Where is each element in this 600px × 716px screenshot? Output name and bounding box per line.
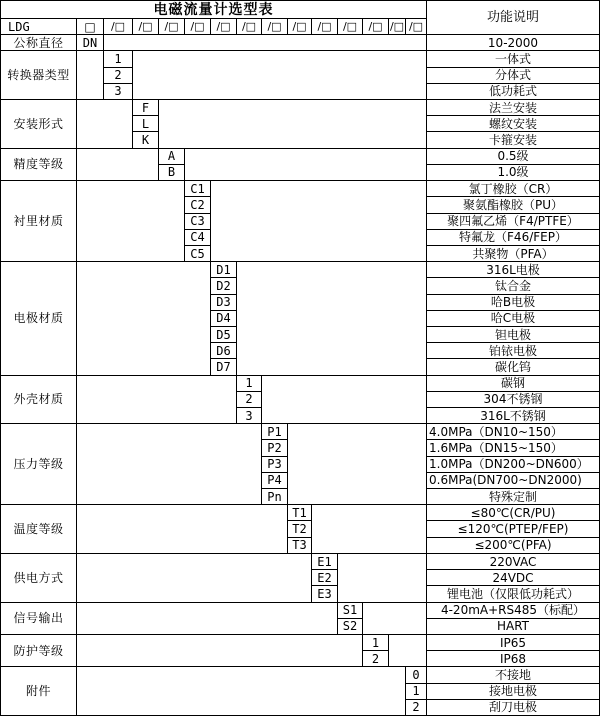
- option-code-electrode-material-D2: D2: [211, 278, 236, 293]
- spacer-cell: [389, 635, 426, 666]
- option-description-lining-material-C3: 聚四氟乙烯（F4/PTFE）: [427, 214, 599, 229]
- spacer-cell: [262, 376, 426, 424]
- option-code-electrode-material-D6: D6: [211, 343, 236, 358]
- option-description-housing-material-2: 304不锈钢: [427, 392, 599, 407]
- option-description-protection-grade-1: IP65: [427, 635, 599, 650]
- spacer-cell: [159, 100, 426, 148]
- spacer-cell: [288, 424, 426, 504]
- option-description-electrode-material-D7: 碳化钨: [427, 359, 599, 374]
- option-code-signal-output-S2: S2: [338, 619, 362, 634]
- section-label-accuracy-grade: 精度等级: [1, 149, 76, 180]
- option-description-electrode-material-D5: 钽电极: [427, 327, 599, 342]
- model-code-slot: /□: [389, 20, 405, 34]
- option-code-installation-type-F: F: [133, 100, 158, 115]
- option-code-temperature-grade-T3: T3: [288, 538, 311, 553]
- option-description-pressure-grade-P4: 0.6MPa(DN700~DN2000): [427, 473, 599, 488]
- option-description-temperature-grade-T3: ≤200℃(PFA): [427, 538, 599, 553]
- option-description-electrode-material-D4: 哈C电极: [427, 311, 599, 326]
- option-description-electrode-material-D6: 铂铱电极: [427, 343, 599, 358]
- option-code-electrode-material-D7: D7: [211, 359, 236, 374]
- spacer-cell: [363, 603, 426, 634]
- option-description-temperature-grade-T2: ≤120℃(PTEP/FEP): [427, 521, 599, 536]
- model-code-slot: /□: [211, 19, 236, 34]
- option-description-lining-material-C5: 共聚物（PFA）: [427, 246, 599, 261]
- option-code-pressure-grade-Pn: Pn: [262, 489, 287, 504]
- model-code-slot: /□: [312, 19, 337, 34]
- model-code-slot: /□: [133, 19, 158, 34]
- spacer-cell: [237, 262, 426, 374]
- option-code-accessories-0: 0: [406, 667, 426, 682]
- spacer-cell: [77, 51, 103, 99]
- option-code-accuracy-grade-A: A: [159, 149, 184, 164]
- section-label-converter-type: 转换器类型: [1, 51, 76, 99]
- option-code-installation-type-K: K: [133, 132, 158, 147]
- option-code-nominal-diameter-DN: DN: [77, 35, 103, 50]
- option-code-power-supply-E1: E1: [312, 554, 337, 569]
- model-code-slot: /□: [406, 19, 426, 34]
- option-code-accessories-1: 1: [406, 684, 426, 699]
- option-description-accessories-2: 刮刀电极: [427, 700, 599, 715]
- option-description-lining-material-C1: 氯丁橡胶（CR）: [427, 181, 599, 196]
- option-code-pressure-grade-P4: P4: [262, 473, 287, 488]
- section-label-protection-grade: 防护等级: [1, 635, 76, 666]
- option-code-electrode-material-D3: D3: [211, 295, 236, 310]
- option-description-converter-type-1: 一体式: [427, 51, 599, 66]
- option-code-pressure-grade-P3: P3: [262, 457, 287, 472]
- option-code-accessories-2: 2: [406, 700, 426, 715]
- option-description-pressure-grade-P3: 1.0MPa（DN200~DN600）: [427, 457, 599, 472]
- section-label-lining-material: 衬里材质: [1, 181, 76, 261]
- model-code-slot: /□: [338, 19, 362, 34]
- option-code-lining-material-C2: C2: [185, 197, 210, 212]
- section-label-power-supply: 供电方式: [1, 554, 76, 602]
- option-description-housing-material-1: 碳钢: [427, 376, 599, 391]
- option-description-nominal-diameter-DN: 10-2000: [427, 35, 599, 50]
- option-code-converter-type-3: 3: [104, 84, 132, 99]
- option-description-installation-type-K: 卡箍安装: [427, 132, 599, 147]
- model-code-slot: /□: [185, 19, 210, 34]
- option-code-power-supply-E3: E3: [312, 586, 337, 601]
- option-description-power-supply-E2: 24VDC: [427, 570, 599, 585]
- option-description-accuracy-grade-A: 0.5级: [427, 149, 599, 164]
- option-description-accessories-1: 接地电极: [427, 684, 599, 699]
- function-column-header: 功能说明: [427, 1, 599, 34]
- option-code-electrode-material-D1: D1: [211, 262, 236, 277]
- option-description-protection-grade-2: IP68: [427, 651, 599, 666]
- section-label-signal-output: 信号输出: [1, 603, 76, 634]
- option-description-pressure-grade-Pn: 特殊定制: [427, 489, 599, 504]
- spacer-cell: [211, 181, 426, 261]
- option-code-lining-material-C4: C4: [185, 230, 210, 245]
- section-label-temperature-grade: 温度等级: [1, 505, 76, 553]
- spacer-cell: [77, 262, 210, 374]
- option-description-housing-material-3: 316L不锈钢: [427, 408, 599, 423]
- model-code-slot: /□: [237, 19, 261, 34]
- option-code-temperature-grade-T2: T2: [288, 521, 311, 536]
- option-code-pressure-grade-P1: P1: [262, 424, 287, 439]
- option-description-power-supply-E3: 锂电池（仅限低功耗式）: [427, 586, 599, 601]
- option-description-accessories-0: 不接地: [427, 667, 599, 682]
- table-title: 电磁流量计选型表: [1, 1, 426, 18]
- option-description-electrode-material-D1: 316L电极: [427, 262, 599, 277]
- option-code-electrode-material-D4: D4: [211, 311, 236, 326]
- model-code-slot: /□: [363, 19, 388, 34]
- option-description-signal-output-S1: 4-20mA+RS485（标配）: [427, 603, 599, 618]
- option-code-power-supply-E2: E2: [312, 570, 337, 585]
- spacer-cell: [312, 505, 426, 553]
- model-code-slot: /□: [159, 19, 184, 34]
- option-code-housing-material-1: 1: [237, 376, 261, 391]
- option-description-pressure-grade-P1: 4.0MPa（DN10~150）: [427, 424, 599, 439]
- section-label-nominal-diameter: 公称直径: [1, 35, 76, 50]
- option-description-converter-type-2: 分体式: [427, 68, 599, 83]
- option-code-housing-material-3: 3: [237, 408, 261, 423]
- section-label-accessories: 附件: [1, 667, 76, 715]
- option-code-temperature-grade-T1: T1: [288, 505, 311, 520]
- option-code-pressure-grade-P2: P2: [262, 440, 287, 455]
- section-label-pressure-grade: 压力等级: [1, 424, 76, 504]
- option-description-lining-material-C2: 聚氨酯橡胶（PU）: [427, 197, 599, 212]
- option-code-lining-material-C5: C5: [185, 246, 210, 261]
- option-code-converter-type-2: 2: [104, 68, 132, 83]
- option-description-pressure-grade-P2: 1.6MPa（DN15~150）: [427, 440, 599, 455]
- option-code-lining-material-C3: C3: [185, 214, 210, 229]
- section-label-installation-type: 安装形式: [1, 100, 76, 148]
- spacer-cell: [185, 149, 426, 180]
- spacer-cell: [133, 51, 426, 99]
- spacer-cell: [77, 424, 261, 504]
- spacer-cell: [104, 35, 426, 50]
- option-code-lining-material-C1: C1: [185, 181, 210, 196]
- option-description-installation-type-F: 法兰安装: [427, 100, 599, 115]
- spacer-cell: [77, 603, 337, 634]
- option-description-lining-material-C4: 特氟龙（F46/FEP）: [427, 230, 599, 245]
- spacer-cell: [338, 554, 426, 602]
- spacer-cell: [77, 554, 311, 602]
- model-code-slot: /□: [262, 19, 287, 34]
- option-description-electrode-material-D2: 钛合金: [427, 278, 599, 293]
- section-label-housing-material: 外壳材质: [1, 376, 76, 424]
- spacer-cell: [77, 149, 158, 180]
- spacer-cell: [77, 505, 287, 553]
- option-description-accuracy-grade-B: 1.0级: [427, 165, 599, 180]
- model-prefix: LDG: [1, 19, 76, 34]
- spacer-cell: [77, 100, 132, 148]
- spacer-cell: [77, 667, 405, 715]
- model-code-slot: /□: [288, 19, 311, 34]
- option-code-accuracy-grade-B: B: [159, 165, 184, 180]
- option-code-converter-type-1: 1: [104, 51, 132, 66]
- option-description-power-supply-E1: 220VAC: [427, 554, 599, 569]
- option-description-converter-type-3: 低功耗式: [427, 84, 599, 99]
- option-code-installation-type-L: L: [133, 116, 158, 131]
- option-description-installation-type-L: 螺纹安装: [427, 116, 599, 131]
- option-description-temperature-grade-T1: ≤80℃(CR/PU): [427, 505, 599, 520]
- option-code-protection-grade-1: 1: [363, 635, 388, 650]
- option-code-housing-material-2: 2: [237, 392, 261, 407]
- option-code-signal-output-S1: S1: [338, 603, 362, 618]
- spacer-cell: [77, 376, 236, 424]
- option-code-protection-grade-2: 2: [363, 651, 388, 666]
- option-description-electrode-material-D3: 哈B电极: [427, 295, 599, 310]
- model-code-slot: /□: [104, 19, 132, 34]
- option-description-signal-output-S2: HART: [427, 619, 599, 634]
- option-code-electrode-material-D5: D5: [211, 327, 236, 342]
- spacer-cell: [77, 635, 362, 666]
- model-code-box: □: [77, 19, 103, 34]
- section-label-electrode-material: 电极材质: [1, 262, 76, 374]
- spacer-cell: [77, 181, 184, 261]
